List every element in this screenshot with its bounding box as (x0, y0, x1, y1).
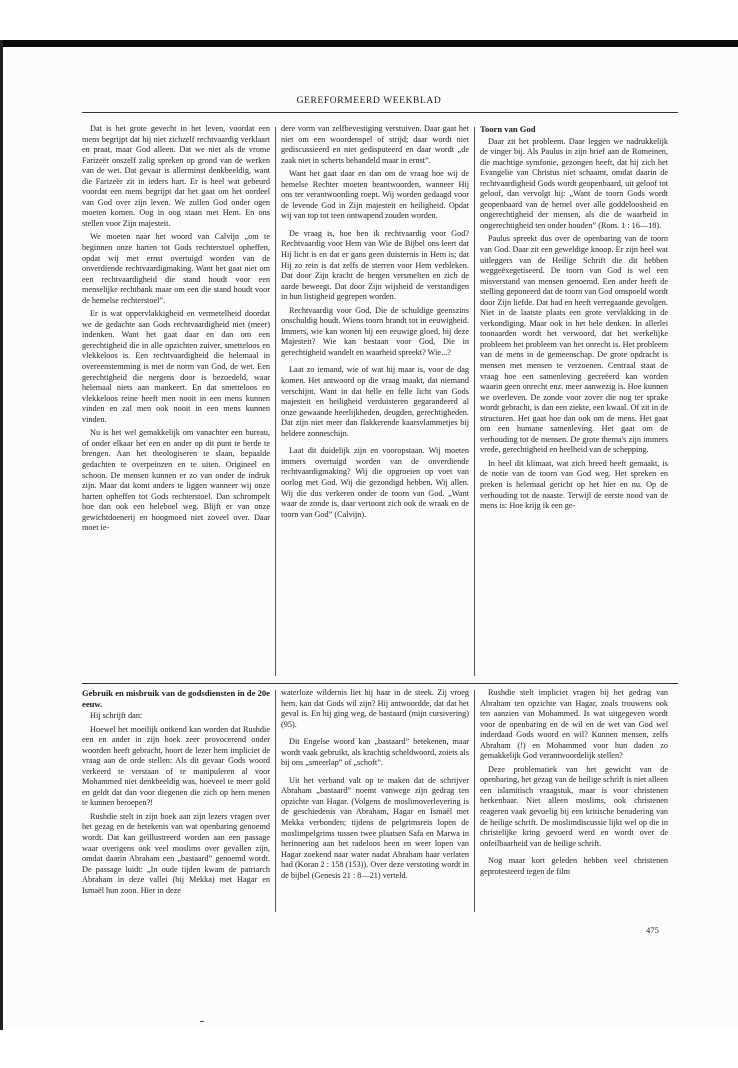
article-column-3 (480, 124, 668, 678)
column-divider (474, 127, 475, 676)
paragraph: We moeten naar het woord van Calvijn „om te beginnen onze harten tot Gods rechterstoel opheffen, opdat wij met ernst overtuigd worden van de onverdiende rechtvaardigmaking. Want het gaat niet om een rechtvaardigheid die stand houdt voor een menselijke rechtbank maar om een die stand houdt voor de hemelse rechterstoel”. (82, 232, 270, 305)
column-divider (474, 690, 475, 912)
paragraph: Dat is het grote gevecht in het leven, voordat een mens begrijpt dat hij niet zichzelf rechtvaardig verklaart en praat, maar God alleen. Dat we niet als de vrome Farizeër onszelf zalig spreken op grond van de werken van de wet. Dat gevaar is allerminst denkbeeldig, want die Farizeër zit in ieders hart. Er is heel wat gebeurd voordat een mens begrijpt dat het gaat om het oordeel van God over zijn leven. We zullen God onder ogen moeten komen. Oog in oog staan met Hem. En ons stellen voor Zijn majesteit. (82, 124, 270, 228)
page-number: 475 (646, 925, 659, 935)
paragraph: Rechtvaardig voor God, Die de schuldige geenszins onschuldig houdt. Wiens toorn brandt tot in eeuwigheid. Immers, wie kan wonen bij een eeuwige gloed, bij deze Majesteit? Wie kan bestaan voor God, Die in gerechtigheid wandelt en waarheid spreekt? Wie...? (281, 305, 469, 357)
running-header: GEREFORMEERD WEEKBLAD (296, 96, 442, 106)
paragraph: In heel dit klimaat, wat zich breed heeft gemaakt, is de notie van de toorn van God weg. Het spreken en preken is helemaal gericht op het hier en nu. Op de verhouding tot de naaste. Terwijl de eerste nood van de mens is: Hoe krijg ik een ge- (480, 458, 668, 511)
article-column-3 (480, 688, 668, 920)
column-divider (275, 127, 276, 676)
paragraph: De vraag is, hoe ben ik rechtvaardig voor God? Rechtvaardig voor Hem van Wie de Bijbel ons leert dat Hij licht is en dat er gans geen duisternis in Hem is; dat Hij zo rein is dat zelfs de sterren voor Hem verbleken. Dat door Zijn kracht de bergen versmelten en zich de aarde beweegt. Dat door Zijn wijsheid de verstandigen in hun listigheid gegrepen worden. (281, 228, 469, 302)
column-divider (275, 690, 276, 912)
paragraph: Deze problematiek van het gewicht van de openbaring, het gezag van de heilige schrift is niet alleen een islamitisch vraagstuk, maar is voor christenen herkenbaar. Niet alleen moslims, ook christenen reageren vaak gevoelig bij een kritische benadering van de heilige schrift. De moslimdiscussie lijkt wel op die in christelijke kring gevoerd werd en wordt over de onfeilbaarheid van de heilige schrift. (480, 764, 668, 848)
paragraph: Hoewel het moeilijk ontkend kan worden dat Rushdie een en ander in zijn boek zeer provocerend onder woorden heeft gebracht, hoort de lezer hem impliciet de vraag aan de orde stellen: Als dit gevaar Gods woord verkeerd te verstaan of te manipuleren al voor Mohammed niet denkbeeldig was, hoeveel te meer gold en geldt dat dan voor diegenen die zich op hem menen te kunnen beroepen?! (82, 724, 270, 808)
page-left-edge (0, 40, 3, 1030)
paragraph: Hij schrijft dan: (90, 711, 143, 720)
scan-mark (200, 1021, 204, 1022)
paragraph: Paulus spreekt dus over de openbaring van de toorn van God. Daar zit een geweldige knoop. Er zijn heel wat uitleggers van de Heilige Schrift die dit hebben weggeëxegetiseerd. De toorn van God is wel een misverstand van mensen genoemd. Een ander heeft de stelling geponeerd dat de toorn van God omspoeld wordt door Zijn liefde. Dat had en heeft verregaande gevolgen. Niet in de laatste plaats een grote vervlakking in de verkondiging. Maar ook in het hele denken. In allerlei toonaarden wordt het verwoord, dat het werkelijke probleem het probleem van het onrecht is. Het probleem van de mens in de gemeenschap. De grote opdracht is mensen met mensen te verzoenen. Centraal staat de vraag hoe een samenleving gecreëerd kan worden waarin geen onrecht enz. meer aanwezig is. Hoe kunnen we overleven. De zonde voor zover die nog ter sprake wordt gebracht, is dan een ziekte, een kwaal. Of zit in de structuren. Het gaat hoe dan ook om de mens. Het gaat om een humane samenleving. Het gaat om de verhouding tot de mensen. De grote thema's zijn immers vrede, gerechtigheid en heelheid van de schepping. (480, 234, 668, 455)
article-column-1 (82, 688, 270, 920)
paragraph: Nu is het wel gemakkelijk om vanachter een bureau, of onder elkaar het een en ander op dit punt te berde te brengen. Aan het theologiseren te slaan, bepaalde gedachten te overpeinzen en te uiten. Origineel en schoon. De mensen kunnen er zo van onder de indruk zijn. Maar dat komt anders te liggen wanneer wij onze harten opheffen tot Gods rechterstoel. Dan schrompelt hoe dan ook een heleboel weg. Blijft er van onze gewichtdoenerij en hoogmoed niet zoveel over. Daar moet ie- (82, 428, 270, 533)
header-rule (82, 112, 678, 113)
paragraph: Rushdie stelt in zijn boek aan zijn lezers vragen over het gezag en de betekenis van wat openbaring genoemd wordt. Dat kan geïllustreerd worden aan een passage waar overigens ook veel moslims over gevallen zijn, omdat daarin Abraham een „bastaard” genoemd wordt. De passage luidt: „In oude tijden kwam de patriarch Abraham in deze vallei (bij Mekka) met Hagar en Ismaël hun zoon. Hier in deze (82, 811, 270, 895)
article-column-2 (281, 688, 469, 920)
article-column-1 (82, 124, 270, 678)
section-divider (82, 683, 678, 684)
section-heading: Toorn van God (480, 124, 536, 134)
page-top-edge (0, 40, 738, 47)
paragraph: Laat zo iemand, wie of wat hij maar is, voor de dag komen. Het antwoord op die vraag maakt, dat niemand verschijnt. Want in dat helle en felle licht van Gods majesteit en heiligheid verduisteren gegarandeerd al onze gewaande heerlijkheden, deugden, gerechtigheden. Dat zijn niet meer dan flakkerende kaarsvlammetjes bij heldere zonneschijn. (281, 365, 469, 438)
article-column-2 (281, 124, 469, 678)
paragraph: waterloze wildernis liet hij haar in de steek. Zij vroeg hem, kan dat Gods wil zijn? Hij antwoordde, dat dat het geval is. En hij ging weg, de bastaard (mijn cursivering) (95). (281, 688, 469, 729)
paragraph: dere vorm van zelfbevestiging verstuiven. Daar gaat het niet om een woordenspel of strijd; daar wordt niet gediscussieerd en niet gedisputeerd en daar wordt „de zaak niet in scherts behandeld maar in ernst”. (281, 124, 469, 165)
paragraph: Nog maar kort geleden hebben veel christenen geprotesteerd tegen de film (480, 856, 668, 876)
paragraph: Dit Engelse woord kan „bastaard” betekenen, maar wordt vaak gebruikt, als krachtig scheldwoord, zoiets als bij ons „smeerlap” of „schoft”. (281, 737, 469, 768)
paragraph: Laat dit duidelijk zijn en vooropstaan. Wij moeten immers overtuigd worden van de onverdiende rechtvaardigmaking? Wij die opgroeien op voet van oorlog met God. Wij die gezondigd hebben. Wij allen. Wij die dus verkeren onder de toorn van God. „Want waar de zonde is, daar vertoont zich ook de wraak en de toorn van God” (Calvijn). (281, 446, 469, 519)
paragraph: Want het gaat daar en dan om de vraag hoe wij de hemelse Rechter moeten beantwoorden, wanneer Hij ons ter verantwoording roept. Wij worden gedaagd voor de levende God in Zijn majesteit en heiligheid. Opdat wij van top tot teen ontwapend zouden worden. (281, 169, 469, 221)
paragraph: Rushdie stelt impliciet vragen bij het gedrag van Abraham ten opzichte van Hagar, zoals trouwens ook ten aanzien van Mohammed. Is wat uitgegeven wordt voor de openbaring en de wil en de wet van God wel inderdaad Gods woord en wil? Kunnen mensen, zelfs Abraham (!) en Mohammed voor hun daden zo gemakkelijk God verantwoordelijk stellen? (480, 688, 668, 761)
paragraph: Uit het verband valt op te maken dat de schrijver Abraham „bastaard” noemt vanwege zijn gedrag ten opzichte van Hagar. (Volgens de moslimoverlevering is de geschiedenis van Abraham, Hagar en Ismaël met Mekka verbonden; tijdens de pelgrimsreis lopen de moslimpelgrims tussen twee plaatsen Safa en Marwa in herinnering aan het radeloos heen en weer lopen van Hagar zoekend naar water nadat Abraham haar verlaten had (Koran 2 : 158 (153)). Over deze verstoting wordt in de bijbel (Genesis 21 : 8—21) verteld. (281, 775, 469, 880)
paragraph: Er is wat oppervlakkigheid en vermetelheid doordat we de gedachte aan Gods rechtvaardigheid niet (meer) indenken. Want het gaat daar en dan om een gerechtigheid die in alle opzichten zuiver, smetteloos en vlekkeloos is. Een rechtvaardigheid die helemaal in overeenstemming is met de norm van God, de wet. Een gerechtigheid die nergens door is bezoedeld, waar helemaal niets aan mankeert. En dat smetteloos en vlekkeloos reine heeft men nooit in een mens kunnen vinden en zal men ook nooit in een mens kunnen vinden. (82, 309, 270, 424)
section-heading: Gebruik en misbruik van de godsdiensten in de 20e eeuw. (82, 688, 270, 709)
paragraph: Daar zit het probleem. Daar leggen we nadrukkelijk de vinger bij. Als Paulus in zijn brief aan de Romeinen, die machtige symfonie, gezongen heeft, dat hij zich het Evangelie van Christus niet schaamt, omdat daarin de rechtvaardigheid Gods wordt geopenbaard, uit geloof tot geloof, dan vervolgt hij: „Want de toorn Gods wordt geopenbaard van de hemel over alle goddeloosheid en ongerechtigheid der mensen, als die de waarheid in ongerechtigheid ten onder houden” (Rom. 1 : 16—18). (480, 136, 668, 230)
